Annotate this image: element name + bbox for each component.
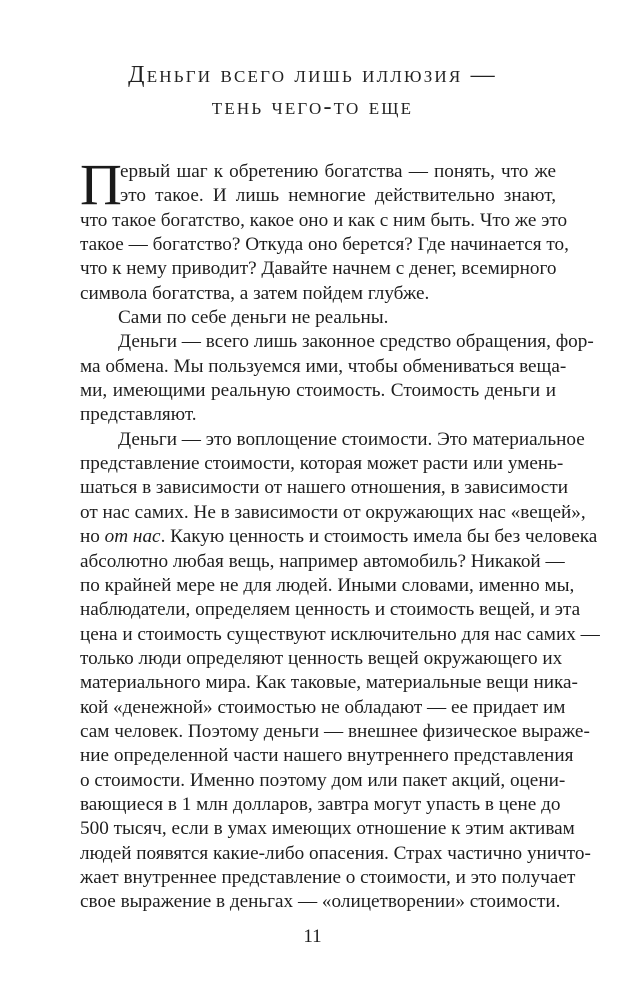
text-line: кой «денежной» стоимостью не обладают — ее придает им [80,696,566,718]
text-line: ми, имеющими реальную стоимость. Стоимость деньги и [80,380,556,402]
text-line: наблюдатели, определяем ценность и стоимость вещей, и эта [80,599,581,621]
text-line: свое выражение в деньгах — «олицетворении» стоимости. [80,891,561,913]
text-segment: но [80,526,105,548]
text-line: вающиеся в 1 млн долларов, завтра могут упасть в цене до [80,793,561,815]
text-line: ма обмена. Мы пользуемся ими, чтобы обмениваться веща- [80,355,567,377]
text-line: жает внутреннее представление о стоимости, и это получает [80,866,576,888]
text-line: что к нему приводит? Давайте начнем с денег, всемирного [80,258,557,280]
text-line: по крайней мере не для людей. Иными словами, именно мы, [80,574,575,596]
text-line: шаться в зависимости от нашего отношения, в зависимости [80,477,568,499]
text-line: такое — богатство? Откуда оно берется? Где начинается то, [80,234,569,256]
text-line: абсолютно любая вещь, например автомобиль? Никакой — [80,550,565,572]
text-line: 500 тысяч, если в умах имеющих отношение к этим активам [80,818,575,840]
chapter-title-line-1: Деньги всего лишь иллюзия — [128,62,497,88]
text-line [80,525,598,549]
drop-cap: П [80,152,122,217]
text-line: символа богатства, а затем пойдем глубже. [80,282,430,304]
text-line: только люди определяют ценность вещей окружающего их [80,647,563,669]
text-line: Сами по себе деньги не реальны. [118,307,389,329]
text-line: ние определенной части нашего внутреннего представления [80,745,574,767]
text-line: материального мира. Как таковые, материальные вещи ника- [80,672,578,694]
page-number: 11 [303,926,322,947]
text-line: людей появятся какие-либо опасения. Страх частично уничто- [80,842,591,864]
text-line: от нас самих. Не в зависимости от окружающих нас «вещей», [80,501,586,523]
text-line: ервый шаг к обретению богатства — понять, что же [120,161,556,182]
text-line: представление стоимости, которая может расти или умень- [80,453,564,475]
text-line: сам человек. Поэтому деньги — внешнее физическое выраже- [80,720,590,742]
text-line: что такое богатство, какое оно и как с ним быть. Что же это [80,209,568,231]
text-line: Деньги — всего лишь законное средство обращения, фор- [118,331,594,353]
text-line: Деньги — это воплощение стоимости. Это материальное [118,428,585,450]
text-line: представляют. [80,404,197,426]
chapter-title-line-2: тень чего-то еще [211,94,414,120]
body-text [80,152,600,915]
italic-emphasis: от нас [104,526,161,548]
text-line: это такое. И лишь немногие действительно знают, [120,185,556,207]
text-segment: . Какую ценность и стоимость имела бы без человека [160,526,598,548]
text-line: цена и стоимость существуют исключительно для нас самих — [80,623,600,645]
text-line: о стоимости. Именно поэтому дом или пакет акций, оцени- [80,769,566,791]
